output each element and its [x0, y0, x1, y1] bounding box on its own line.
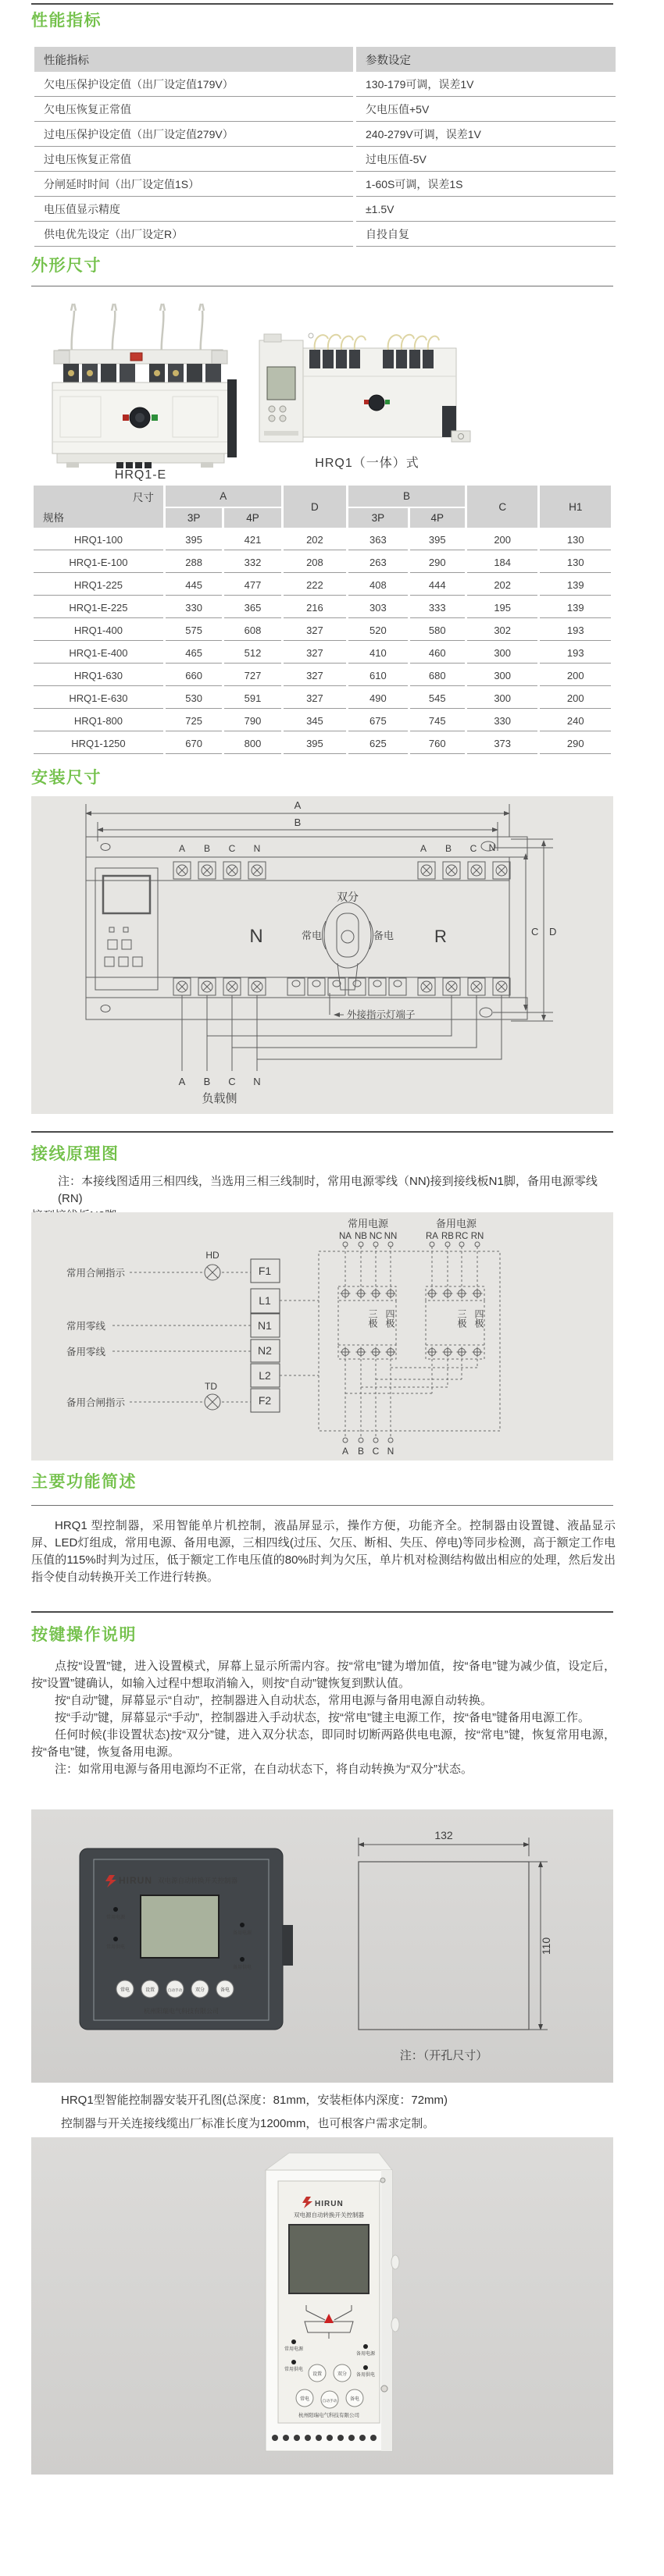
drill-caption	[31, 2089, 616, 2136]
instruction-paragraph: 按“手动”键，屏幕显示“手动”，控制器进入手动状态，按“常电”键主电源工作，按“备电”键备用电源工作。	[55, 1711, 590, 1724]
led-label: 常用供电	[105, 1945, 126, 1950]
table-cell: HRQ1-E-100	[34, 552, 163, 573]
sub-4p: 4P	[224, 508, 280, 528]
strip-label: F2	[258, 1394, 272, 1407]
button-label: 设置	[312, 2372, 323, 2377]
table-cell: 421	[224, 529, 280, 550]
phase-label: A	[419, 843, 427, 854]
table-cell: HRQ1-630	[34, 665, 163, 686]
drill-drawing	[359, 1829, 552, 2062]
table-cell: 327	[284, 620, 346, 641]
strip-label: N2	[258, 1344, 272, 1357]
table-cell: 790	[224, 710, 280, 731]
table-cell: 184	[467, 552, 538, 573]
panel-controller-photo	[80, 1848, 293, 2030]
table-cell: 200	[540, 665, 611, 686]
button-label: 常电	[299, 2397, 310, 2402]
outline-heading: 外形尺寸	[31, 257, 102, 275]
instruction-paragraph: 点按“设置”键，进入设置模式，屏幕上显示所需内容。按“常电”键为增加值，按“备电”键为减少值，设定后，按“设置”键确认，如输入过程中想取消输入，则按“自动”键恢复到默认值。	[31, 1660, 616, 1690]
term-label: NC	[369, 1232, 383, 1241]
table-cell: HRQ1-225	[34, 575, 163, 596]
table-header-row	[34, 47, 616, 72]
load-side-label: 负载侧	[202, 1092, 237, 1105]
table-cell: 欠电压保护设定值（出厂设定值179V）	[34, 72, 353, 97]
table-cell: 202	[467, 575, 538, 596]
controller-photo-box	[31, 1809, 613, 2083]
dim-b-label: B	[294, 817, 302, 828]
base	[57, 454, 224, 463]
table-cell: 202	[284, 529, 346, 550]
table-row	[34, 72, 616, 97]
led-label: 备用电源	[232, 1931, 252, 1936]
table-cell: HRQ1-E-630	[34, 688, 163, 709]
handle	[323, 902, 373, 990]
instruction-paragraph: 注：如常用电源与备用电源均不正常，在自动状态下，将自动转换为“双分”状态。	[55, 1763, 473, 1776]
term-label: NN	[384, 1232, 398, 1241]
col-c-header: C	[467, 486, 538, 528]
term-label: RN	[470, 1232, 484, 1241]
table-row	[34, 197, 616, 222]
instruction-paragraph: 按“自动”键，屏幕显示“自动”，控制器进入自动状态，常用电源与备用电源自动转换。	[55, 1694, 492, 1707]
table-cell: 302	[467, 620, 538, 641]
table-cell: 欠电压值+5V	[356, 97, 616, 122]
table-cell: 193	[540, 620, 611, 641]
led-label: 常用电源	[284, 2347, 304, 2352]
side-hinge	[391, 2255, 399, 2269]
double-off-label: 双分	[337, 891, 359, 903]
table-cell: 477	[224, 575, 280, 596]
table-cell: HRQ1-400	[34, 620, 163, 641]
table-cell: 333	[410, 597, 465, 618]
brand-label: HIRUN	[119, 1875, 152, 1886]
sub-3p: 3P	[166, 508, 222, 528]
table-cell: 395	[410, 529, 465, 550]
led-label: 常用电源	[105, 1916, 126, 1920]
installation-diagram	[31, 796, 613, 1114]
table-row	[34, 733, 611, 754]
keys-instructions	[31, 1658, 616, 1778]
performance-col2-header: 参数设定	[356, 47, 616, 72]
load-phase-label: C	[228, 1076, 236, 1087]
table-cell: 电压值显示精度	[34, 197, 353, 222]
table-cell: 216	[284, 597, 346, 618]
table-cell: 444	[410, 575, 465, 596]
table-cell: 330	[467, 710, 538, 731]
drill-width-label: 132	[434, 1829, 453, 1841]
lamp-reserve-label: 备用合闸指示	[66, 1397, 126, 1408]
table-cell: 195	[467, 597, 538, 618]
top-terminals	[173, 862, 510, 879]
term-label: RB	[441, 1232, 454, 1241]
table-cell: 365	[224, 597, 280, 618]
table-cell: 530	[166, 688, 222, 709]
led-label: 常用供电	[284, 2368, 304, 2372]
table-cell: 580	[410, 620, 465, 641]
normal-supply-label: 常用电源	[347, 1218, 389, 1229]
table-cell: 395	[284, 733, 346, 754]
table-cell: 300	[467, 665, 538, 686]
button-label: 自动手动	[322, 2399, 337, 2403]
table-cell: HRQ1-E-225	[34, 597, 163, 618]
button-label: 常电	[120, 1988, 130, 1993]
table-row	[34, 620, 611, 641]
button-label: 设置	[145, 1988, 155, 1993]
table-cell: 240	[540, 710, 611, 731]
out-phase-label: N	[387, 1446, 394, 1457]
wiring-note-line1: 注：本接线图适用三相四线，当选用三相三线制时，常用电源零线（NN)接到接线板N1脚，备用电源零线(RN)	[58, 1175, 598, 1205]
installation-diagram-box	[31, 796, 613, 1114]
table-cell: 263	[348, 552, 407, 573]
table-cell: 545	[410, 688, 465, 709]
table-cell: 240-279V可调，误差1V	[356, 122, 616, 147]
table-cell: 465	[166, 642, 222, 664]
table-cell: 过电压值-5V	[356, 147, 616, 172]
load-phase-label: A	[178, 1076, 186, 1087]
table-cell: 445	[166, 575, 222, 596]
red-button	[130, 353, 142, 361]
side-hinge	[391, 2318, 399, 2332]
r-label: R	[434, 927, 447, 946]
table-cell: HRQ1-E-400	[34, 642, 163, 664]
table-cell: 363	[348, 529, 407, 550]
functions-body: HRQ1 型控制器，采用智能单片机控制，液晶屏显示，操作方便，功能齐全。控制器由设置键、液晶显示屏、LED灯组成，常用电源、备用电源，三相四线(过压、欠压、断相、失压、停电)等同步检测，高于额定工作电压值的115%时判为过压，低于额定工作电压值的80%时判为欠压，单片机对检测结构做出相应的处理，然后发出指令使自动转换开关工作进行转换。	[31, 1519, 616, 1584]
drill-note: 注：（开孔尺寸）	[399, 2049, 488, 2062]
section-divider	[31, 3, 613, 5]
table-row	[34, 597, 611, 618]
dim-d-label: D	[549, 926, 557, 938]
corner-label-model: 规格	[43, 512, 64, 524]
knob	[369, 395, 384, 411]
col-h1-header: H1	[540, 486, 611, 528]
table-cell: 欠电压恢复正常值	[34, 97, 353, 122]
table-header-row	[34, 486, 611, 507]
corner-cell	[34, 486, 163, 528]
led-label: 备用电源	[355, 2352, 376, 2357]
table-cell: 200	[467, 529, 538, 550]
side-panel	[227, 379, 237, 457]
td-label: TD	[205, 1381, 217, 1392]
wiring-diagram	[31, 1212, 613, 1461]
table-cell: 自投自复	[356, 222, 616, 247]
section-divider	[31, 1505, 613, 1506]
strip-label: L2	[259, 1369, 271, 1382]
phase-label: B	[444, 843, 452, 854]
table-cell: 200	[540, 688, 611, 709]
table-cell: 800	[224, 733, 280, 754]
table-row	[34, 147, 616, 172]
term-label: NB	[355, 1232, 367, 1241]
table-cell: 512	[224, 642, 280, 664]
wires	[315, 335, 439, 350]
terminal-strip	[251, 1259, 280, 1412]
button-label: 备电	[349, 2397, 360, 2402]
corner-label-size: 尺寸	[132, 492, 154, 503]
table-row	[34, 172, 616, 197]
table-cell: 408	[348, 575, 407, 596]
lcd	[141, 1895, 219, 1958]
col-d-header: D	[284, 486, 346, 528]
drill-caption-line2: 控制器与开关连接线缆出厂标准长度为1200mm，也可根客户需求定制。	[61, 2117, 435, 2130]
pole4-label: 四极	[473, 1309, 484, 1328]
table-cell: HRQ1-1250	[34, 733, 163, 754]
neutral-reserve-label: 备用零线	[66, 1347, 106, 1357]
table-cell: 300	[467, 688, 538, 709]
out-phase-label: B	[357, 1446, 365, 1457]
n-label: N	[249, 926, 263, 947]
wiring-heading: 接线原理图	[31, 1145, 120, 1163]
table-cell: 288	[166, 552, 222, 573]
table-cell: 395	[166, 529, 222, 550]
drill-height-label: 110	[540, 1937, 552, 1955]
product-photo-hrq1-e	[43, 301, 238, 468]
performance-col1-header: 性能指标	[34, 47, 353, 72]
load-wires	[182, 993, 502, 1071]
term-label: RA	[426, 1232, 438, 1241]
drill-caption-line1: HRQ1型智能控制器安装开孔图(总深度：81mm，安装柜体内深度：72mm)	[61, 2094, 448, 2107]
product-photo-hrq1-integrated	[258, 328, 477, 449]
strip-label: F1	[258, 1265, 272, 1277]
table-cell: 208	[284, 552, 346, 573]
led-label: 备用供电	[355, 2373, 376, 2378]
table-cell: ±1.5V	[356, 197, 616, 222]
phase-label: C	[469, 843, 477, 854]
table-cell: HRQ1-100	[34, 529, 163, 550]
table-cell: 680	[410, 665, 465, 686]
functions-heading: 主要功能简述	[31, 1473, 137, 1491]
table-cell: 130	[540, 529, 611, 550]
lamp-normal-label: 常用合闸指示	[66, 1268, 126, 1279]
button-label: 备电	[220, 1988, 230, 1993]
neutral-normal-label: 常用零线	[66, 1321, 106, 1332]
term-circles	[343, 1242, 480, 1443]
table-cell: 330	[166, 597, 222, 618]
button-label: 自动手动	[167, 1988, 183, 1992]
installation-heading: 安装尺寸	[31, 769, 102, 787]
wall-title: 双电源自动转换开关控制器	[294, 2211, 364, 2218]
term-label: RC	[455, 1232, 469, 1241]
table-cell: 410	[348, 642, 407, 664]
table-cell: 1-60S可调，误差1S	[356, 172, 616, 197]
table-row	[34, 97, 616, 122]
table-cell: 222	[284, 575, 346, 596]
panel-title: 双电源自动转换开关控制器	[158, 1877, 238, 1884]
lamp-terminal-label: 外接指示灯端子	[347, 1009, 416, 1020]
company-label: 杭州阳瑞电气科技有限公司	[144, 2008, 219, 2015]
table-row	[34, 575, 611, 596]
phase-label: B	[203, 843, 211, 854]
table-cell: 供电优先设定（出厂设定R）	[34, 222, 353, 247]
pole4-label: 四极	[384, 1309, 395, 1328]
table-cell: 575	[166, 620, 222, 641]
phase-label: N	[488, 842, 496, 853]
strip-label: N1	[258, 1319, 272, 1332]
table-cell: 608	[224, 620, 280, 641]
dashed-connections	[112, 1247, 500, 1438]
reserve-label: 备电	[373, 930, 394, 941]
table-row	[34, 688, 611, 709]
phase-label: C	[228, 843, 236, 854]
sub-4p: 4P	[410, 508, 465, 528]
table-cell: 过电压恢复正常值	[34, 147, 353, 172]
hd-label: HD	[205, 1250, 220, 1261]
table-cell: 332	[224, 552, 280, 573]
wiring-diagram-box	[31, 1212, 613, 1461]
button-label: 双分	[337, 2372, 348, 2377]
table-row	[34, 710, 611, 731]
reserve-supply-label: 备用电源	[435, 1218, 477, 1229]
table-row	[34, 665, 611, 686]
col-b-header: B	[348, 486, 465, 507]
table-cell: 490	[348, 688, 407, 709]
section-divider	[31, 1611, 613, 1613]
pole3-label: 三极	[456, 1309, 467, 1328]
instruction-paragraph: 任何时候(非设置状态)按“双分”键，进入双分状态，即同时切断两路供电电源，按“常电”键，恢复常用电源，按“备电”键，恢复备用电源。	[31, 1728, 616, 1759]
load-phase-label: N	[253, 1076, 261, 1087]
table-row	[34, 642, 611, 664]
col-a-header: A	[166, 486, 281, 507]
controller-and-drill	[31, 1809, 613, 2083]
phase-label: A	[178, 843, 186, 854]
table-cell: 760	[410, 733, 465, 754]
table-cell: 327	[284, 688, 346, 709]
table-cell: 373	[467, 733, 538, 754]
table-cell: 303	[348, 597, 407, 618]
table-cell: 675	[348, 710, 407, 731]
table-cell: 345	[284, 710, 346, 731]
table-cell: 327	[284, 642, 346, 664]
out-phase-label: C	[372, 1446, 380, 1457]
table-cell: 290	[410, 552, 465, 573]
table-cell: 660	[166, 665, 222, 686]
dimension-table	[31, 484, 613, 756]
keys-heading: 按键操作说明	[31, 1626, 137, 1644]
table-cell: 139	[540, 575, 611, 596]
table-cell: 745	[410, 710, 465, 731]
dim-a-label: A	[294, 799, 302, 811]
green-indicator	[152, 415, 158, 421]
caption-hrq1-integrated: HRQ1（一体）式	[315, 457, 419, 470]
table-row	[34, 552, 611, 573]
table-cell: 300	[467, 642, 538, 664]
table-cell: HRQ1-800	[34, 710, 163, 731]
table-cell: 727	[224, 665, 280, 686]
company-label: 杭州阳瑞电气科技有限公司	[298, 2413, 359, 2418]
term-label: NA	[339, 1232, 352, 1241]
sub-3p: 3P	[348, 508, 407, 528]
switch-outline	[86, 837, 527, 1019]
table-cell: 670	[166, 733, 222, 754]
button-label: 双分	[195, 1988, 205, 1993]
lcd	[289, 2225, 369, 2293]
table-cell: 591	[224, 688, 280, 709]
table-cell: 193	[540, 642, 611, 664]
table-row	[34, 122, 616, 147]
table-row	[34, 529, 611, 550]
table-cell: 130-179可调，误差1V	[356, 72, 616, 97]
table-cell: 625	[348, 733, 407, 754]
red-indicator	[123, 415, 129, 421]
performance-heading: 性能指标	[31, 12, 102, 30]
terminal-blocks	[63, 364, 221, 382]
section-divider	[31, 1131, 613, 1133]
table-cell: 610	[348, 665, 407, 686]
phase-label: N	[253, 843, 261, 854]
led-label: 备用供电	[232, 1966, 252, 1970]
table-cell: 327	[284, 665, 346, 686]
pole3-label: 三极	[367, 1309, 378, 1328]
table-cell: 130	[540, 552, 611, 573]
table-cell: 139	[540, 597, 611, 618]
table-row	[34, 222, 616, 247]
lcd	[267, 367, 295, 400]
table-cell: 290	[540, 733, 611, 754]
normal-label: 常电	[301, 930, 322, 941]
load-phase-label: B	[203, 1076, 211, 1087]
wallmount-photo-box	[31, 2137, 613, 2475]
dim-c-label: C	[531, 926, 539, 938]
table-cell: 725	[166, 710, 222, 731]
table-cell: 460	[410, 642, 465, 664]
brand-label: HIRUN	[315, 2200, 344, 2208]
bottom-terminals	[173, 978, 510, 995]
top-face	[266, 2153, 392, 2170]
table-cell: 过电压保护设定值（出厂设定值279V）	[34, 122, 353, 147]
table-cell: 分闸延时时间（出厂设定值1S）	[34, 172, 353, 197]
strip-label: L1	[259, 1294, 271, 1307]
table-cell: 520	[348, 620, 407, 641]
out-phase-label: A	[341, 1446, 349, 1457]
caption-hrq1-e: HRQ1-E	[114, 468, 167, 482]
wallmount-controller-photo	[31, 2137, 613, 2475]
performance-table	[31, 47, 619, 247]
